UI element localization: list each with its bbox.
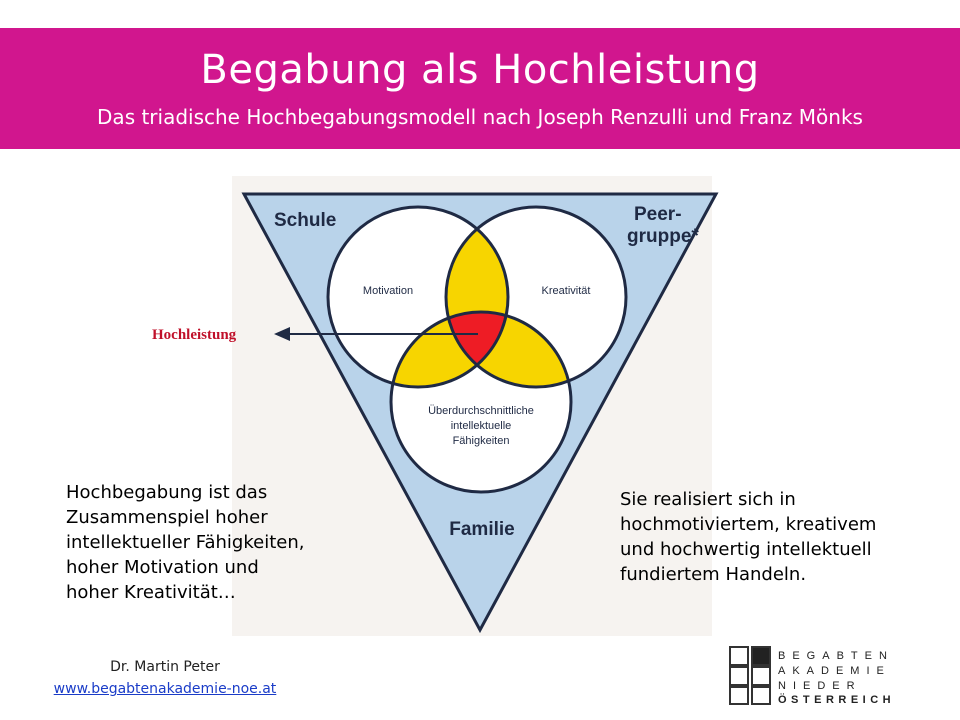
label-familie: Familie [449, 519, 515, 540]
left-description [66, 480, 366, 605]
logo-square [752, 647, 770, 665]
logo-square [752, 667, 770, 685]
label-faehigkeiten-2: intellektuelle [450, 420, 512, 432]
logo-square [730, 687, 748, 704]
left-description-line: intellektueller Fähigkeiten, [66, 532, 305, 553]
label-motivation: Motivation [362, 285, 414, 297]
left-description-line: hoher Motivation und [66, 557, 259, 578]
website-link[interactable]: www.begabtenakademie-noe.at [53, 681, 277, 697]
label-faehigkeiten-3: Fähigkeiten [452, 435, 510, 447]
left-description-line: hoher Kreativität… [66, 582, 236, 603]
logo-square [730, 647, 748, 665]
right-description-line: Sie realisiert sich in [620, 489, 796, 510]
begabtenakademie-logo [726, 644, 926, 706]
label-kreativitaet: Kreativität [541, 285, 591, 297]
label-gruppe: gruppe* [627, 226, 699, 247]
left-description-line: Hochbegabung ist das [66, 482, 268, 503]
label-schule: Schule [274, 210, 337, 231]
author-block [30, 656, 300, 700]
left-description-line: Zusammenspiel hoher [66, 507, 268, 528]
author-name: Dr. Martin Peter [110, 659, 220, 675]
label-hochleistung: Hochleistung [152, 327, 237, 343]
page-title: Begabung als Hochleistung [200, 47, 760, 93]
logo-text-begabten: BEGABTEN [778, 650, 894, 662]
label-faehigkeiten-1: Überdurchschnittliche [428, 405, 534, 417]
logo-text-nieder: NIEDER [778, 680, 862, 692]
label-peer: Peer- [634, 204, 682, 225]
page-subtitle: Das triadische Hochbegabungsmodell nach Joseph Renzulli und Franz Mönks [97, 105, 863, 129]
right-description [620, 487, 940, 587]
right-description-line: hochmotiviertem, kreativem [620, 514, 877, 535]
right-description-line: fundiertem Handeln. [620, 564, 807, 585]
logo-text-oesterreich: ÖSTERREICH [778, 694, 896, 706]
right-description-line: und hochwertig intellektuell [620, 539, 872, 560]
logo-square [752, 687, 770, 704]
logo-text-akademie: AKADEMIE [778, 665, 891, 677]
logo-square [730, 667, 748, 685]
